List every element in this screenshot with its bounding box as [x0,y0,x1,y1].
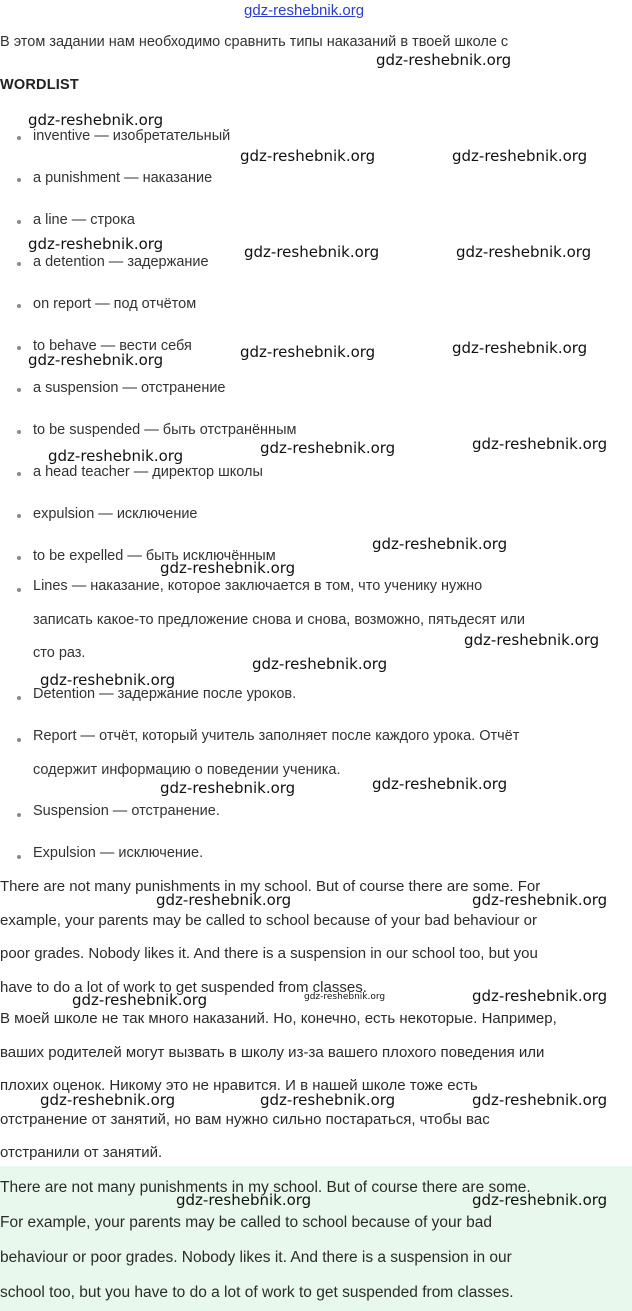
watermark: gdz-reshebnik.org [72,991,208,1009]
answer-english: There are not many punishments in my school. But of course there are some. For example, your parents may be called to school because of your bad behaviour or poor grades. Nobody likes it. And there is a suspension in our school too, but you have to do a lot of work to get suspended from classes. [0,878,541,996]
definition-suspension: Suspension — отстранение. [33,803,220,819]
watermark: gdz-reshebnik.org [472,435,608,453]
bullet-icon [17,262,21,266]
definition-report: Report — отчёт, который учитель заполняет после каждого урока. Отчёт содержит информацию о поведении ученика. [33,728,520,778]
bullet-icon [17,388,21,392]
bullet-icon [17,738,21,742]
bullet-icon [17,556,21,560]
watermark: gdz-reshebnik.org [376,51,512,69]
watermark: gdz-reshebnik.org [472,987,608,1005]
bullet-icon [17,178,21,182]
watermark: gdz-reshebnik.org [472,1091,608,1109]
bullet-icon [17,472,21,476]
bullet-icon [17,346,21,350]
definition-lines: Lines — наказание, которое заключается в том, что ученику нужно записать какое-то предложение снова и снова, возможно, пятьдесят или сто раз. [33,578,525,661]
definition-expulsion: Expulsion — исключение. [33,845,204,861]
list-item: to behave — вести себя [33,338,192,354]
list-item: a head teacher — директор школы [33,464,263,480]
watermark: gdz-reshebnik.org [160,779,296,797]
watermark: gdz-reshebnik.org [176,1191,312,1209]
bullet-icon [17,696,21,700]
intro-text: В этом задании нам необходимо сравнить типы наказаний в твоей школе с [0,34,509,50]
list-item: a suspension — отстранение [33,380,226,396]
watermark: gdz-reshebnik.org [464,631,600,649]
watermark: gdz-reshebnik.org [372,535,508,553]
watermark: gdz-reshebnik.org [28,235,164,253]
bullet-icon [17,430,21,434]
definition-detention: Detention — задержание после уроков. [33,686,297,702]
watermark: gdz-reshebnik.org [48,447,184,465]
watermark: gdz-reshebnik.org [160,559,296,577]
bullet-icon [17,588,21,592]
watermark: gdz-reshebnik.org [28,351,164,369]
wordlist-heading: WORDLIST [0,77,79,93]
answer-russian: В моей школе не так много наказаний. Но, конечно, есть некоторые. Например, ваших родителей могут вызвать в школу из-за вашего плохого поведения или плохих оценок. Никому это не нравится. И в нашей школе тоже есть отстранение от занятий, но вам нужно сильно постараться, чтобы вас отстранили от занятий. [0,1010,557,1161]
watermark: gdz-reshebnik.org [240,343,376,361]
watermark: gdz-reshebnik.org [472,891,608,909]
bullet-icon [17,855,21,859]
bullet-icon [17,514,21,518]
watermark: gdz-reshebnik.org [456,243,592,261]
watermark: gdz-reshebnik.org [240,147,376,165]
watermark: gdz-reshebnik.org [260,439,396,457]
list-item: to be suspended — быть отстранённым [33,422,297,438]
list-item: to be expelled — быть исключённым [33,548,276,564]
bullet-icon [17,220,21,224]
watermark: gdz-reshebnik.org [452,147,588,165]
list-item: expulsion — исключение [33,506,198,522]
watermark: gdz-reshebnik.org [260,1091,396,1109]
list-item: on report — под отчётом [33,296,197,312]
watermark: gdz-reshebnik.org [304,992,386,1002]
watermark: gdz-reshebnik.org [40,1091,176,1109]
watermark: gdz-reshebnik.org [244,243,380,261]
bullet-icon [17,813,21,817]
bullet-icon [17,136,21,140]
watermark: gdz-reshebnik.org [252,655,388,673]
watermark: gdz-reshebnik.org [472,1191,608,1209]
site-link[interactable]: gdz-reshebnik.org [244,2,365,19]
watermark: gdz-reshebnik.org [156,891,292,909]
list-item: inventive — изобретательный [33,128,231,144]
watermark: gdz-reshebnik.org [28,111,164,129]
list-item: a line — строка [33,212,135,228]
bullet-icon [17,304,21,308]
watermark: gdz-reshebnik.org [452,339,588,357]
watermark: gdz-reshebnik.org [372,775,508,793]
list-item: a detention — задержание [33,254,209,270]
answer-highlight: There are not many punishments in my school. But of course there are some. For example, your parents may be called to school because of your bad behaviour or poor grades. Nobody likes it. And there is a suspension in our school too, but you have to do a lot of work to get suspended from classes. [0,1179,531,1301]
watermark: gdz-reshebnik.org [40,671,176,689]
list-item: a punishment — наказание [33,170,213,186]
